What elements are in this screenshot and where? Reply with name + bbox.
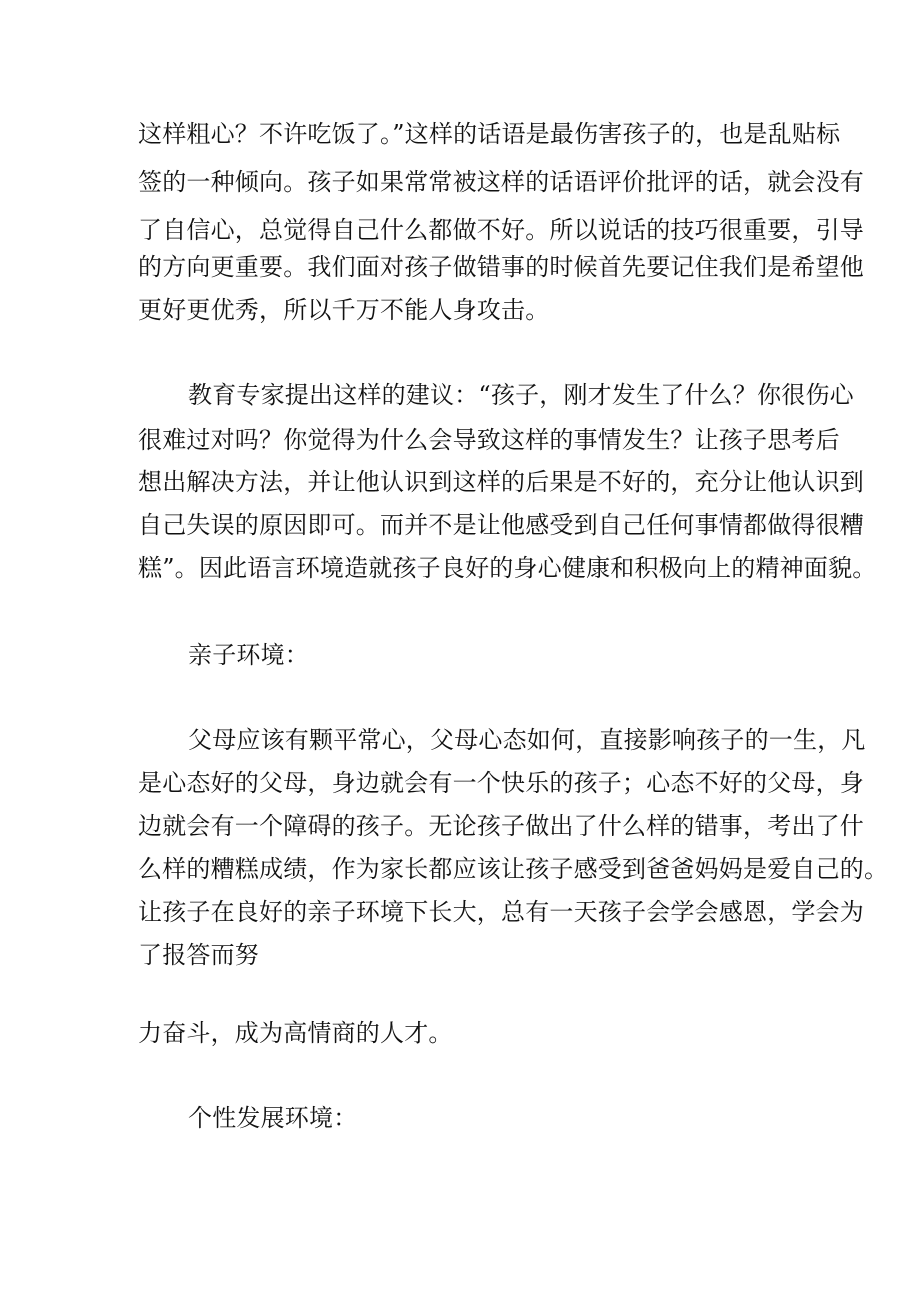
section-heading: 亲子环境： [188,641,309,669]
text-line: 父母应该有颗平常心，父母心态如何，直接影响孩子的一生，凡 [188,726,866,754]
text-line: 了报答而努 [138,941,259,969]
text-line: 想出解决方法，并让他认识到这样的后果是不好的，充分让他认识到 [138,468,864,496]
text-line: 边就会有一个障碍的孩子。无论孩子做出了什么样的错事，考出了什 [138,812,864,840]
text-line: 这样粗心？不许吃饭了。”这样的话语是最伤害孩子的，也是乱贴标 [138,120,841,148]
text-line: 教育专家提出这样的建议：“孩子，刚才发生了什么？你很伤心 [188,381,854,409]
text-line: 的方向更重要。我们面对孩子做错事的时候首先要记住我们是希望他 [138,253,864,281]
text-line: 很难过对吗？你觉得为什么会导致这样的事情发生？让孩子思考后 [138,426,840,454]
text-line: 力奋斗，成为高情商的人才。 [138,1019,453,1047]
text-line: 是心态好的父母，身边就会有一个快乐的孩子；心态不好的父母，身 [138,769,864,797]
text-line: 自己失误的原因即可。而并不是让他感受到自己任何事情都做得很糟 [138,511,864,539]
text-line: 了自信心，总觉得自己什么都做不好。所以说话的技巧很重要，引导 [138,216,864,244]
text-line: 让孩子在良好的亲子环境下长大，总有一天孩子会学会感恩，学会为 [138,898,864,926]
text-line: 更好更优秀，所以千万不能人身攻击。 [138,296,550,324]
text-line: 么样的糟糕成绩，作为家长都应该让孩子感受到爸爸妈妈是爱自己的。 [138,855,889,883]
text-line: 签的一种倾向。孩子如果常常被这样的话语评价批评的话，就会没有 [138,168,864,196]
text-line: 糕”。因此语言环境造就孩子良好的身心健康和积极向上的精神面貌。 [138,554,877,582]
section-heading: 个性发展环境： [188,1104,358,1132]
